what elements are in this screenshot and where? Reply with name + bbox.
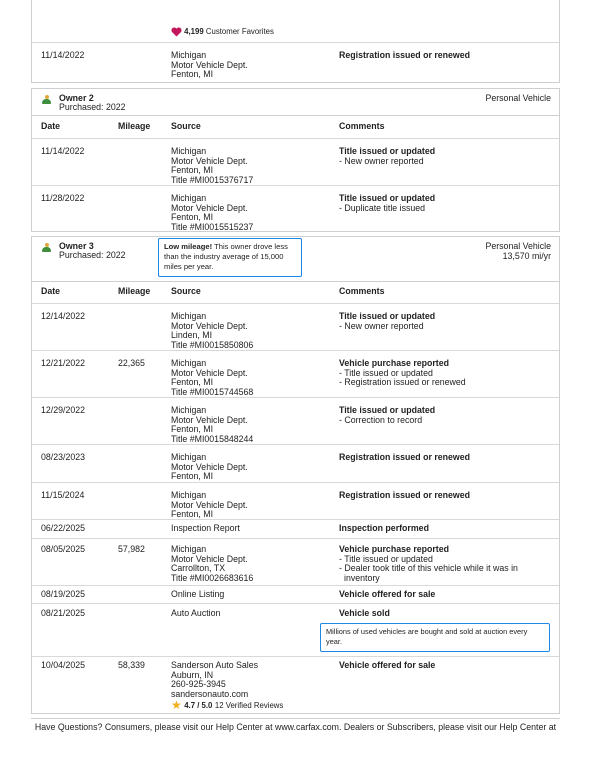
source-line: Auto Auction: [171, 608, 221, 618]
row-mileage: 22,365: [118, 358, 145, 368]
auction-note: Millions of used vehicles are bought and sold at auction every year.: [320, 623, 550, 652]
row-comments: [339, 147, 559, 166]
source-line: Motor Vehicle Dept.: [171, 367, 248, 378]
owner-title: Owner 3: [59, 241, 94, 251]
tip-bold: Low mileage!: [164, 242, 213, 251]
source-line: Title #MI0015515237: [171, 221, 254, 232]
comment-item: - Title issued or updated: [339, 367, 433, 378]
miles-per-year: 13,570 mi/yr: [502, 251, 551, 261]
help-footer: Have Questions? Consumers, please visit our Help Center at www.carfax.com. Dealers or Subscribers, please visit our Help Center at: [31, 718, 560, 732]
source-line: Michigan: [171, 193, 207, 203]
table-row: [32, 398, 559, 445]
source-line: Fenton, MI: [171, 212, 214, 222]
star-icon: ★: [171, 698, 182, 712]
comment-title: Vehicle purchase reported: [339, 544, 450, 554]
comment-title: Vehicle sold: [339, 608, 390, 618]
source-line: Michigan: [171, 405, 207, 415]
comment-item: - Dealer took title of this vehicle while it was in: [339, 563, 518, 573]
row-source: [171, 545, 331, 583]
source-line: Fenton, MI: [171, 509, 214, 519]
table-row: [32, 483, 559, 520]
comment-title: Vehicle offered for sale: [339, 660, 436, 670]
table-row: [32, 445, 559, 483]
row-date: 08/21/2025: [41, 608, 86, 618]
comment-item: - New owner reported: [339, 320, 424, 331]
table-row: [32, 539, 559, 586]
table-row: [32, 186, 559, 233]
comment-item: - Correction to record: [339, 414, 423, 425]
source-line: Title #MI0015376717: [171, 174, 254, 185]
vehicle-info: [485, 241, 551, 261]
header-date: Date: [41, 121, 61, 131]
row-date: 10/04/2025: [41, 660, 86, 670]
row-date: 11/14/2022: [41, 146, 85, 156]
comment-item: - Registration issued or renewed: [339, 377, 466, 387]
source-line: Fenton, MI: [171, 69, 214, 79]
row-source: [171, 406, 331, 444]
source-line: Michigan: [171, 50, 207, 60]
comment-item: - Title issued or updated: [339, 553, 433, 564]
owner2-header: [32, 89, 559, 116]
source-line: Fenton, MI: [171, 165, 214, 175]
owner-purchased: Purchased: 2022: [59, 102, 126, 112]
comment-title: Title issued or updated: [339, 146, 436, 156]
source-line: Michigan: [171, 490, 207, 500]
source-line: Fenton, MI: [171, 377, 214, 387]
row-comments: [339, 312, 559, 331]
tip-text: This owner drove less than the industry average of 15,000 miles per year.: [164, 242, 288, 271]
comment-item: - Duplicate title issued: [339, 202, 426, 213]
table-row: [32, 520, 559, 539]
row-comments: [339, 406, 559, 425]
source-line: Motor Vehicle Dept.: [171, 59, 248, 70]
owner1-section-tail: [31, 0, 560, 83]
person-icon: [42, 94, 51, 105]
source-line: Michigan: [171, 544, 207, 554]
person-icon: [42, 242, 51, 253]
owner3-header: [32, 237, 559, 282]
comment-item: inventory: [344, 572, 380, 583]
source-line: Michigan: [171, 452, 207, 462]
owner2-section: [31, 88, 560, 232]
row-comments: [339, 194, 559, 213]
row-date: 12/29/2022: [41, 405, 86, 415]
header-comments: Comments: [339, 286, 385, 296]
source-line: Inspection Report: [171, 523, 240, 533]
table-header-row: [32, 116, 559, 139]
table-row: [32, 657, 559, 715]
source-line: Title #MI0026683616: [171, 572, 254, 583]
favorites-label: Customer Favorites: [205, 27, 274, 37]
source-line: Auburn, IN: [171, 669, 214, 680]
source-line: Title #MI0015744568: [171, 386, 254, 397]
row-date: 06/22/2025: [41, 523, 86, 533]
dealer-website-link[interactable]: sandersonauto.com: [171, 688, 249, 699]
header-mileage: Mileage: [118, 121, 151, 131]
source-line: Fenton, MI: [171, 471, 214, 481]
low-mileage-tooltip: [158, 238, 302, 277]
heart-icon: [171, 27, 182, 37]
favorites-count: 4,199: [184, 27, 204, 37]
source-line: Motor Vehicle Dept.: [171, 414, 248, 425]
source-line: Motor Vehicle Dept.: [171, 461, 248, 472]
comment-title: Registration issued or renewed: [339, 490, 471, 500]
comment-title: Registration issued or renewed: [339, 452, 471, 462]
comment-title: Title issued or updated: [339, 311, 436, 321]
source-line: Title #MI0015848244: [171, 433, 254, 444]
comment-item: - New owner reported: [339, 155, 424, 166]
row-date: 08/05/2025: [41, 544, 86, 554]
table-row: [32, 42, 559, 83]
table-row: [32, 604, 559, 657]
source-line: Motor Vehicle Dept.: [171, 155, 248, 166]
row-date: 11/14/2022: [41, 50, 85, 60]
table-row: [32, 139, 559, 186]
row-mileage: 57,982: [118, 544, 145, 554]
row-source: [171, 491, 331, 520]
source-line: Sanderson Auto Sales: [171, 660, 259, 670]
source-line: Michigan: [171, 358, 207, 368]
dealer-rating[interactable]: [171, 698, 331, 712]
comment-title: Inspection performed: [339, 523, 429, 533]
vehicle-type: Personal Vehicle: [485, 241, 551, 251]
row-source: [171, 661, 331, 711]
header-date: Date: [41, 286, 61, 296]
row-date: 11/15/2024: [41, 490, 85, 500]
row-source: [171, 51, 331, 80]
row-comments: [339, 359, 559, 388]
row-mileage: 58,339: [118, 660, 145, 670]
comment-title: Vehicle offered for sale: [339, 589, 436, 599]
vehicle-type: Personal Vehicle: [485, 93, 551, 103]
source-line: Carrollton, TX: [171, 563, 226, 573]
row-date: 12/21/2022: [41, 358, 86, 368]
row-comments: [339, 545, 559, 583]
row-source: [171, 453, 331, 482]
owner3-section: [31, 236, 560, 714]
owner-purchased: Purchased: 2022: [59, 250, 126, 260]
header-mileage: Mileage: [118, 286, 151, 296]
table-row: [32, 304, 559, 351]
comment-title: Title issued or updated: [339, 193, 436, 203]
table-header-row: [32, 282, 559, 304]
table-row: [32, 586, 559, 604]
row-date: 08/19/2025: [41, 589, 86, 599]
comment-title: Title issued or updated: [339, 405, 436, 415]
dealer-reviews-link[interactable]: 12 Verified Reviews: [214, 701, 284, 711]
row-source: [171, 359, 331, 397]
customer-favorites: [171, 27, 274, 37]
comment-title: Vehicle purchase reported: [339, 358, 450, 368]
source-line: Title #MI0015850806: [171, 339, 254, 350]
table-row: [32, 351, 559, 398]
row-date: 12/14/2022: [41, 311, 86, 321]
header-source: Source: [171, 286, 201, 296]
source-line: Motor Vehicle Dept.: [171, 320, 248, 331]
source-line: Michigan: [171, 146, 207, 156]
owner-title: Owner 2: [59, 93, 94, 103]
row-date: 11/28/2022: [41, 193, 85, 203]
row-source: [171, 147, 331, 185]
source-line: Michigan: [171, 311, 207, 321]
row-source: [171, 194, 331, 232]
source-line: Fenton, MI: [171, 424, 214, 434]
source-line: Motor Vehicle Dept.: [171, 202, 248, 213]
source-line: Motor Vehicle Dept.: [171, 553, 248, 564]
row-date: 08/23/2023: [41, 452, 86, 462]
header-comments: Comments: [339, 121, 385, 131]
header-source: Source: [171, 121, 201, 131]
source-line: Linden, MI: [171, 330, 213, 340]
source-line: Motor Vehicle Dept.: [171, 499, 248, 510]
row-source: [171, 312, 331, 350]
source-line: 260-925-3945: [171, 679, 226, 689]
source-line: Online Listing: [171, 589, 225, 599]
dealer-rating-value: 4.7 / 5.0: [184, 701, 213, 711]
row-comment-title: Registration issued or renewed: [339, 50, 471, 60]
